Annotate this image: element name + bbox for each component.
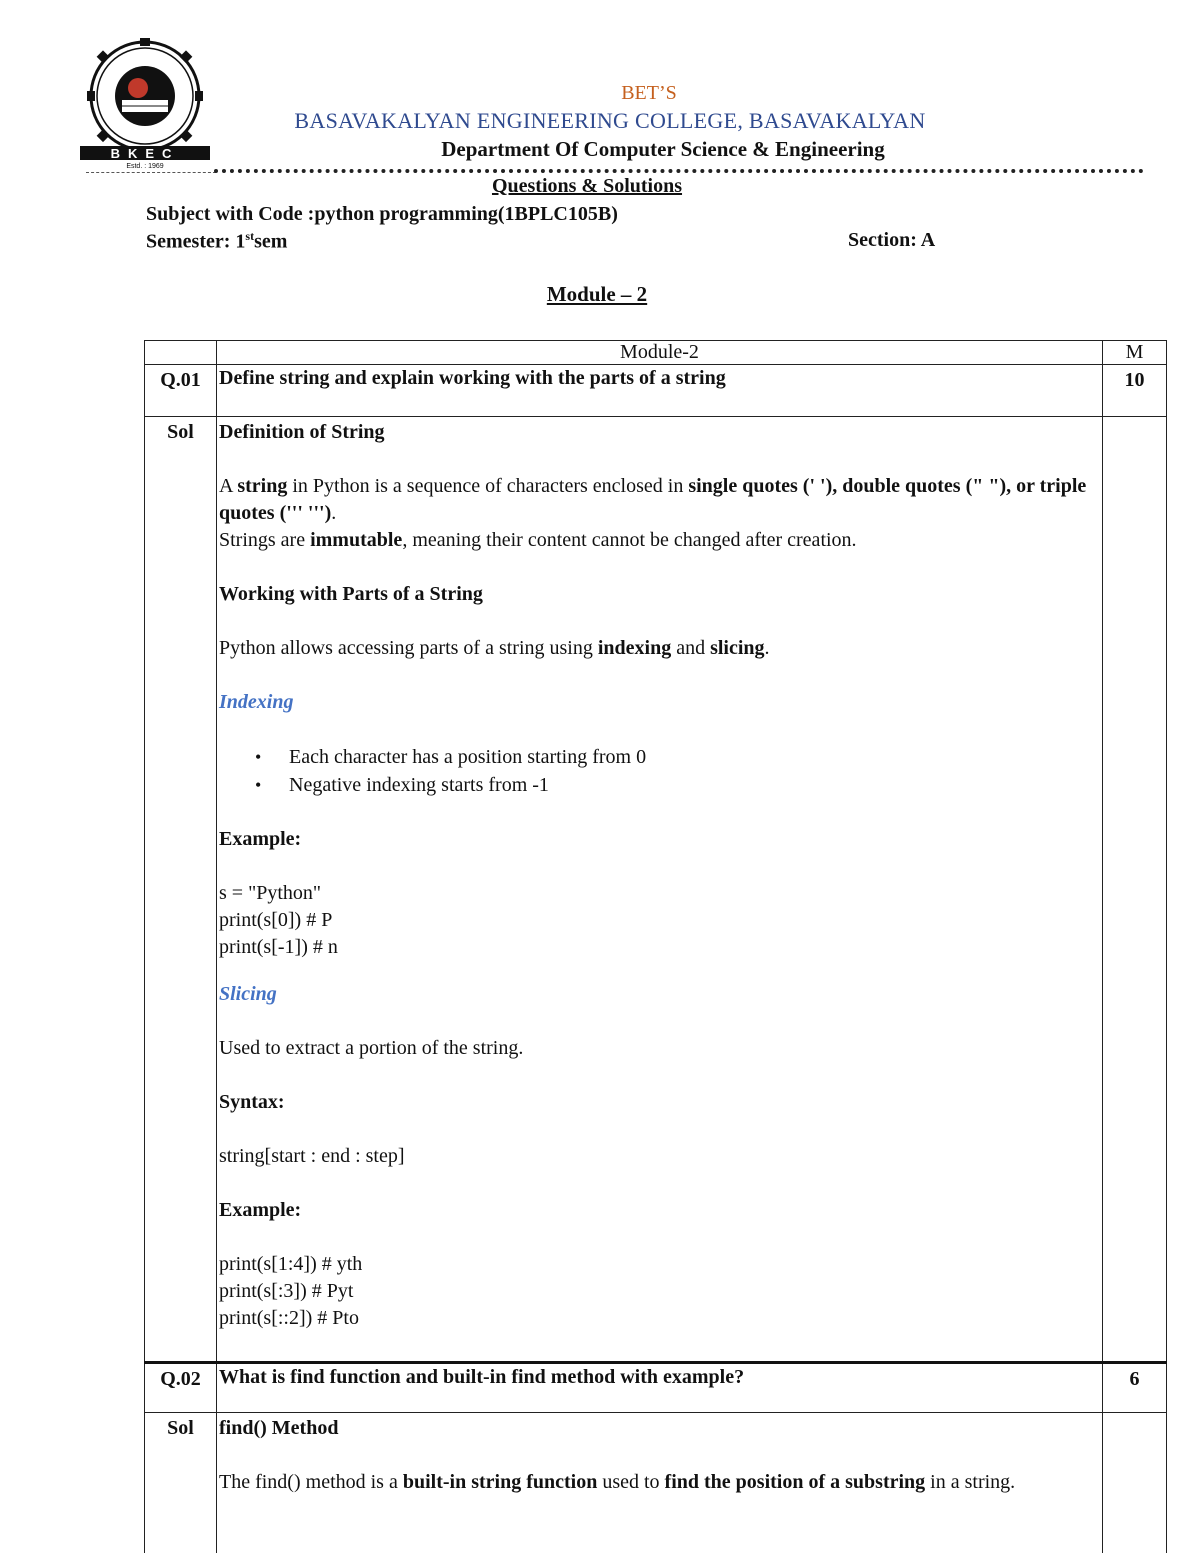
syntax-heading: Syntax: bbox=[219, 1091, 285, 1113]
question-row-2 bbox=[145, 1363, 1167, 1413]
text-span: . bbox=[764, 637, 770, 659]
text-span: , meaning their content cannot be changed after creation. bbox=[402, 529, 857, 551]
text-bold: string bbox=[237, 475, 288, 497]
question-marks: 6 bbox=[1103, 1363, 1167, 1413]
syntax-text: string[start : end : step] bbox=[219, 1145, 405, 1167]
code-line: print(s[0]) # P bbox=[219, 909, 333, 931]
header-module-cell: Module-2 bbox=[217, 341, 1103, 365]
indexing-heading: Indexing bbox=[219, 691, 294, 713]
solution-label: Sol bbox=[145, 417, 217, 1363]
logo-text: BKEC bbox=[110, 146, 180, 161]
definition-heading: Definition of String bbox=[219, 421, 385, 443]
semester-sup: st bbox=[245, 229, 255, 243]
college-name: BASAVAKALYAN ENGINEERING COLLEGE, BASAVAKALYAN bbox=[294, 108, 926, 133]
question-text: Define string and explain working with the parts of a string bbox=[217, 365, 1103, 417]
question-number: Q.01 bbox=[145, 365, 217, 417]
slicing-heading: Slicing bbox=[219, 983, 277, 1005]
code-line: print(s[::2]) # Pto bbox=[219, 1307, 359, 1329]
question-number: Q.02 bbox=[145, 1363, 217, 1413]
logo-estd: Estd. : 1969 bbox=[126, 163, 164, 170]
slicing-text: Used to extract a portion of the string. bbox=[219, 1037, 524, 1059]
solution-row-2 bbox=[145, 1413, 1167, 1553]
text-span: Strings are bbox=[219, 529, 311, 551]
document-title: Questions & Solutions bbox=[491, 175, 683, 197]
subject-line: Subject with Code :python programming(1BPLC105B) bbox=[146, 203, 618, 225]
header-empty-cell bbox=[145, 341, 217, 365]
header-rule-thin bbox=[86, 172, 216, 173]
solution-content bbox=[217, 1413, 1103, 1553]
example-heading: Example: bbox=[219, 1199, 302, 1221]
example-heading: Example: bbox=[219, 828, 302, 850]
solution-content bbox=[217, 417, 1103, 1363]
department-name: Department Of Computer Science & Engineering bbox=[441, 137, 885, 161]
text-bold: indexing bbox=[597, 637, 672, 659]
header-bets: BET’S bbox=[621, 82, 677, 104]
question-marks: 10 bbox=[1103, 365, 1167, 417]
find-heading: find() Method bbox=[219, 1417, 339, 1439]
question-text: What is find function and built-in find method with example? bbox=[217, 1363, 1103, 1413]
text-span: The find() method is a bbox=[219, 1471, 403, 1493]
definition-paragraph bbox=[219, 473, 1094, 527]
text-span: in Python is a sequence of characters enclosed in bbox=[287, 475, 689, 497]
semester-line bbox=[146, 229, 287, 254]
list-item: • Negative indexing starts from -1 bbox=[255, 771, 1094, 799]
code-line: print(s[:3]) # Pyt bbox=[219, 1280, 354, 1302]
indexing-bullets bbox=[255, 743, 1094, 799]
text-bold: find the position of a substring bbox=[664, 1471, 926, 1493]
questions-table bbox=[144, 340, 1167, 1553]
text-bold: immutable bbox=[310, 529, 403, 551]
parts-heading: Working with Parts of a String bbox=[219, 583, 483, 605]
header-marks-cell: M bbox=[1103, 341, 1167, 365]
find-paragraph bbox=[219, 1469, 1094, 1496]
table-header-row bbox=[145, 341, 1167, 365]
text-bold: slicing bbox=[710, 637, 765, 659]
solution-row-1 bbox=[145, 417, 1167, 1363]
section-line: Section: A bbox=[848, 229, 936, 251]
semester-prefix: Semester: 1 bbox=[146, 230, 246, 253]
text-span: in a string. bbox=[925, 1471, 1016, 1493]
text-span: and bbox=[671, 637, 711, 659]
text-span: used to bbox=[597, 1471, 665, 1493]
text-span: Python allows accessing parts of a string using bbox=[219, 637, 598, 659]
solution-label: Sol bbox=[145, 1413, 217, 1553]
text-bold: single quotes (' '), double quotes (" "), or triple quotes (''' ''') bbox=[219, 475, 1087, 524]
list-item: • Each character has a position starting from 0 bbox=[255, 743, 1094, 771]
code-line: print(s[-1]) # n bbox=[219, 936, 338, 958]
code-line: print(s[1:4]) # yth bbox=[219, 1253, 363, 1275]
solution-marks-cell bbox=[1103, 1413, 1167, 1553]
code-line: s = "Python" bbox=[219, 882, 322, 904]
header-rule-bold bbox=[214, 169, 1144, 173]
text-span: . bbox=[331, 502, 337, 524]
access-paragraph bbox=[219, 635, 1094, 662]
semester-suffix: sem bbox=[254, 230, 288, 253]
immutable-paragraph bbox=[219, 527, 1094, 554]
question-row-1 bbox=[145, 365, 1167, 417]
text-span: A bbox=[219, 475, 238, 497]
solution-marks-cell bbox=[1103, 417, 1167, 1363]
text-bold: built-in string function bbox=[402, 1471, 598, 1493]
module-title: Module – 2 bbox=[546, 282, 648, 306]
